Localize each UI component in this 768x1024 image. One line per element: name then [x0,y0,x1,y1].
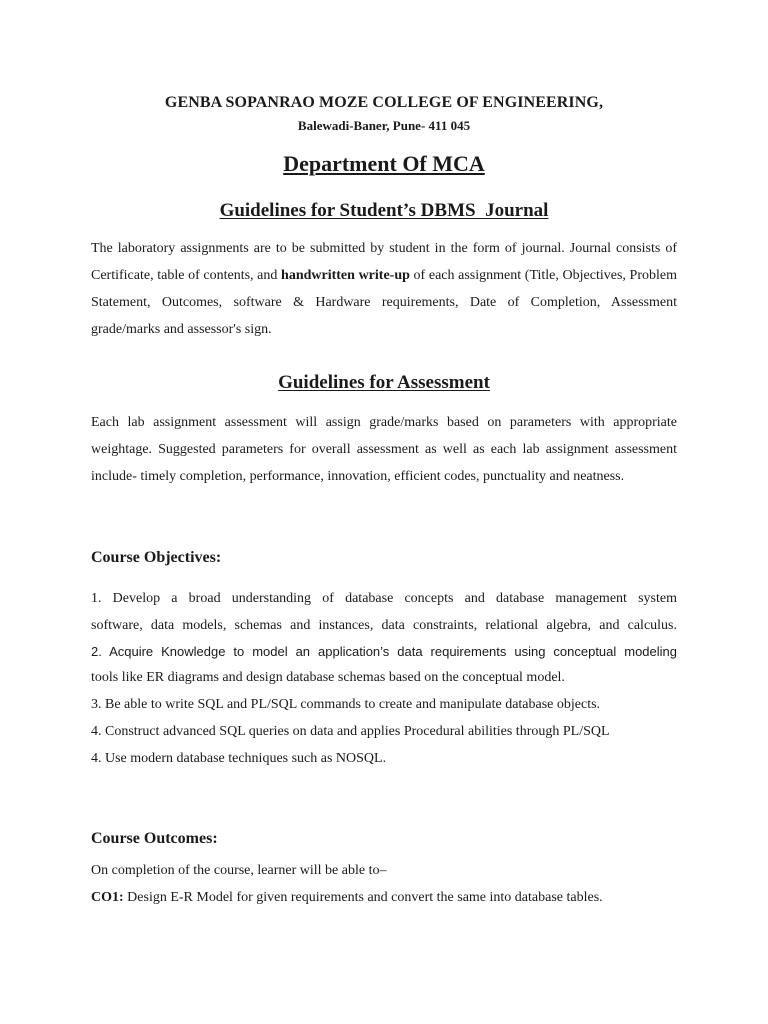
course-outcome-item [91,884,677,911]
department-title-text: Department Of MCA [283,151,485,176]
journal-bold-text: handwritten write-up [281,268,410,283]
objective-line: software, data models, schemas and instances, data constraints, relational algebra, and calculus. [91,618,677,633]
assessment-guidelines-paragraph: Each lab assignment assessment will assign grade/marks based on parameters with appropriate weightage. Suggested parameters for overall assessment as well as each lab assignment assessment include- timely completion, performance, innovation, efficient codes, punctuality and neatness. [91,415,677,484]
journal-text-before-bold: The laboratory assignments are to be submitted by student in the form of journal. Journal consists of Certificate, table of contents, and [91,241,677,283]
journal-guidelines-heading [0,200,768,222]
objective-line: 4. Use modern database techniques such as NOSQL. [91,751,387,766]
course-outcome-code: CO1: [91,890,124,905]
journal-guidelines-paragraph [91,235,677,343]
course-outcomes-heading: Course Outcomes: [91,830,218,847]
objective-line: tools like ER diagrams and design database schemas based on the conceptual model. [91,670,565,685]
course-outcome-text: Design E-R Model for given requirements and convert the same into database tables. [123,890,603,905]
assessment-guidelines-heading [0,372,768,394]
journal-guidelines-heading-text: Guidelines for Student’s DBMS Journal [219,200,549,221]
college-name: GENBA SOPANRAO MOZE COLLEGE OF ENGINEERING, [164,94,604,111]
objective-line: 2. Acquire Knowledge to model an application’s data requirements using conceptual modeling [91,644,677,659]
course-objectives-heading: Course Objectives: [91,549,222,566]
course-outcomes-intro: On completion of the course, learner will be able to– [91,863,387,878]
objective-line: 4. Construct advanced SQL queries on data and applies Procedural abilities through PL/SQL [91,724,610,739]
assessment-guidelines-heading-text: Guidelines for Assessment [278,372,490,393]
department-title [0,151,768,177]
objective-line: 1. Develop a broad understanding of database concepts and database management system [91,591,677,606]
journal-text-after-bold: of each assignment (Title, Objectives, Problem Statement, Outcomes, software & Hardware requirements, Date of Completion, Assessment grade/marks and assessor's sign. [91,268,677,337]
college-address: Balewadi-Baner, Pune- 411 045 [297,118,471,133]
objective-line: 3. Be able to write SQL and PL/SQL commands to create and manipulate database objects. [91,697,601,712]
